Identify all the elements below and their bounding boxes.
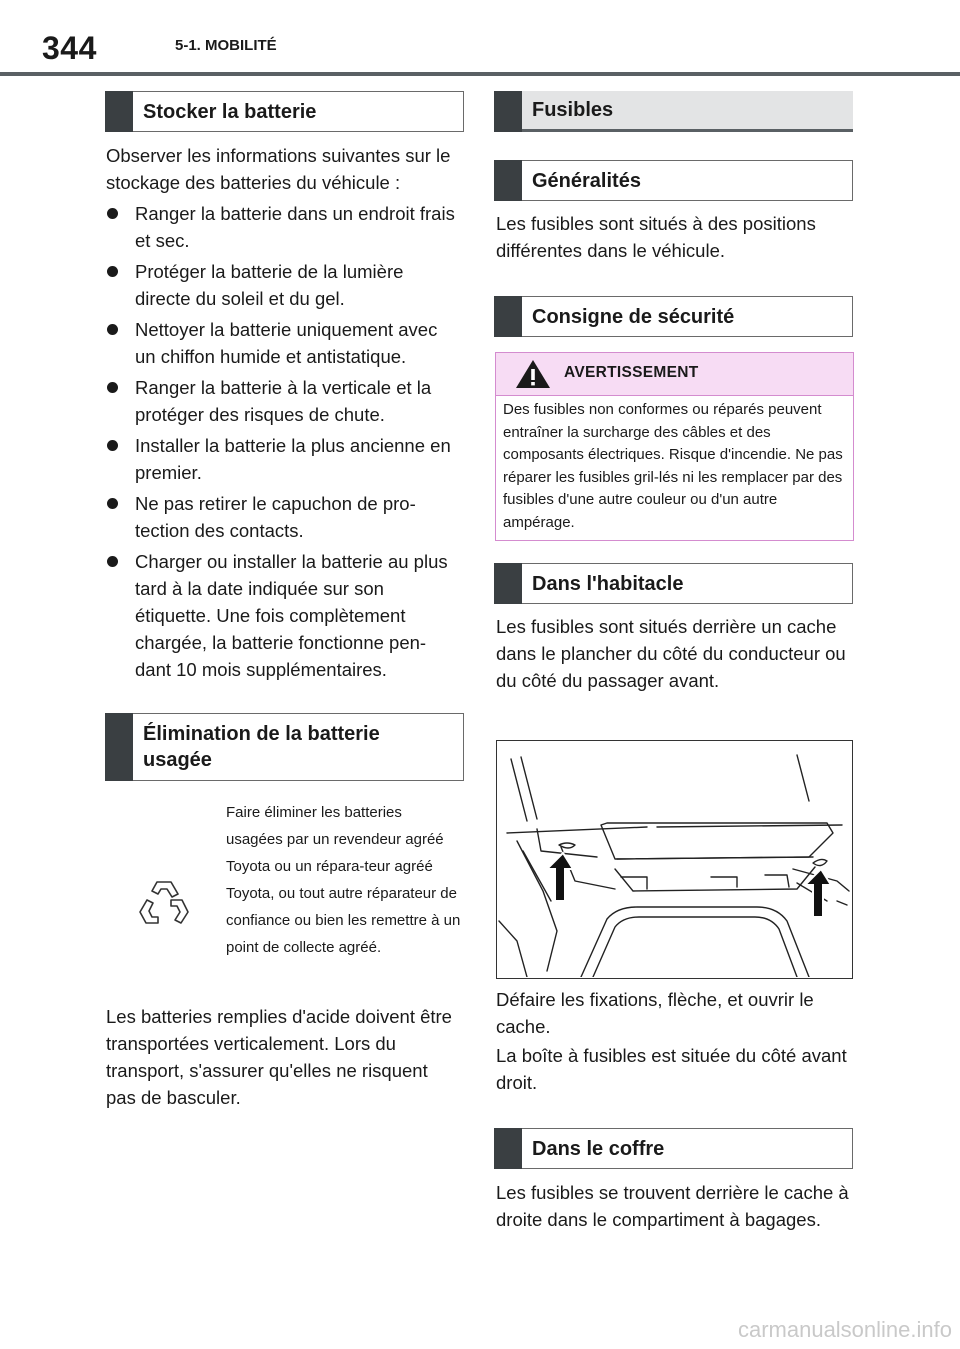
page-number: 344 (42, 30, 97, 66)
section-bar (494, 296, 522, 337)
list-item: Installer la batterie la plus ancienne en premier. (105, 432, 461, 486)
list-item: Protéger la batterie de la lumière directe du soleil et du gel. (105, 258, 461, 312)
cabin-text: Les fusibles sont situés derrière un cache dans le plancher du côté du conducteur ou du côté du passager avant. (496, 616, 846, 691)
warning-icon (514, 358, 552, 390)
section-title: Dans le coffre (532, 1137, 665, 1160)
warning-text: Des fusibles non conformes ou réparés peuvent entraîner la surcharge des câbles et des composants électriques. Risque d'incendie. Ne pas réparer les fusibles gril-lés ni les remplacer par des fusibles d'une autre couleur ou d'un autre ampérage. (503, 401, 843, 531)
section-storage-header (105, 91, 464, 132)
section-cabin-header (494, 563, 853, 604)
car-interior-drawing (497, 741, 851, 977)
section-title: Consigne de sécurité (532, 305, 735, 328)
section-disposal-header (105, 713, 464, 781)
watermark: carmanualsonline.info (737, 1317, 952, 1342)
section-bar (494, 563, 522, 604)
list-item: Nettoyer la batterie uniquement avec un chiffon humide et antistatique. (105, 316, 461, 370)
warning-label: AVERTISSEMENT (564, 364, 699, 381)
section-safety-header (494, 296, 853, 337)
storage-intro: Observer les informations suivantes sur le stockage des batteries du véhicule : (106, 145, 451, 193)
section-bar (494, 1128, 522, 1169)
header-rule (0, 72, 960, 76)
section-title: Élimination de la batterie usagée (143, 723, 380, 771)
list-item: Ranger la batterie dans un endroit frais et sec. (105, 200, 461, 254)
general-text: Les fusibles sont situés à des positions différentes dans le véhicule. (496, 213, 816, 261)
section-bar (494, 160, 522, 201)
fuse-cover-illustration (496, 740, 853, 979)
section-bar (494, 91, 522, 132)
section-title: Généralités (532, 169, 641, 192)
section-title: Dans l'habitacle (532, 572, 684, 595)
warning-box (495, 352, 854, 541)
section-title: Stocker la batterie (143, 100, 317, 123)
storage-list (105, 200, 461, 687)
disposal-note: Faire éliminer les batteries usagées par un revendeur agréé Toyota ou un répara-teur agréé Toyota, ou tout autre réparateur de confiance ou bien les remettre à un point de collecte agréé. (226, 804, 461, 956)
cabin-step-2: La boîte à fusibles est située du côté avant droit. (496, 1045, 847, 1093)
list-item: Ranger la batterie à la verticale et la protéger des risques de chute. (105, 374, 461, 428)
section-title: Fusibles (532, 99, 614, 121)
list-item: Charger ou installer la batterie au plus tard à la date indiquée sur son étiquette. Une fois complètement chargée, la batterie fonctionne pen-dant 10 mois supplémentaires. (105, 548, 461, 683)
section-general-header (494, 160, 853, 201)
trunk-text: Les fusibles se trouvent derrière le cache à droite dans le compartiment à bagages. (496, 1182, 849, 1230)
disposal-text: Les batteries remplies d'acide doivent être transportées verticalement. Lors du transport, s'assurer qu'elles ne risquent pas de basculer. (106, 1006, 452, 1108)
warning-header (496, 353, 853, 396)
section-trunk-header (494, 1128, 853, 1169)
recycle-icon (138, 876, 190, 928)
section-bar (105, 91, 133, 132)
section-fuses-header (494, 91, 853, 132)
cabin-step-1: Défaire les fixations, flèche, et ouvrir le cache. (496, 989, 814, 1037)
section-bar (105, 713, 133, 781)
chapter-title: 5-1. MOBILITÉ (175, 37, 277, 54)
list-item: Ne pas retirer le capuchon de pro-tection des contacts. (105, 490, 461, 544)
